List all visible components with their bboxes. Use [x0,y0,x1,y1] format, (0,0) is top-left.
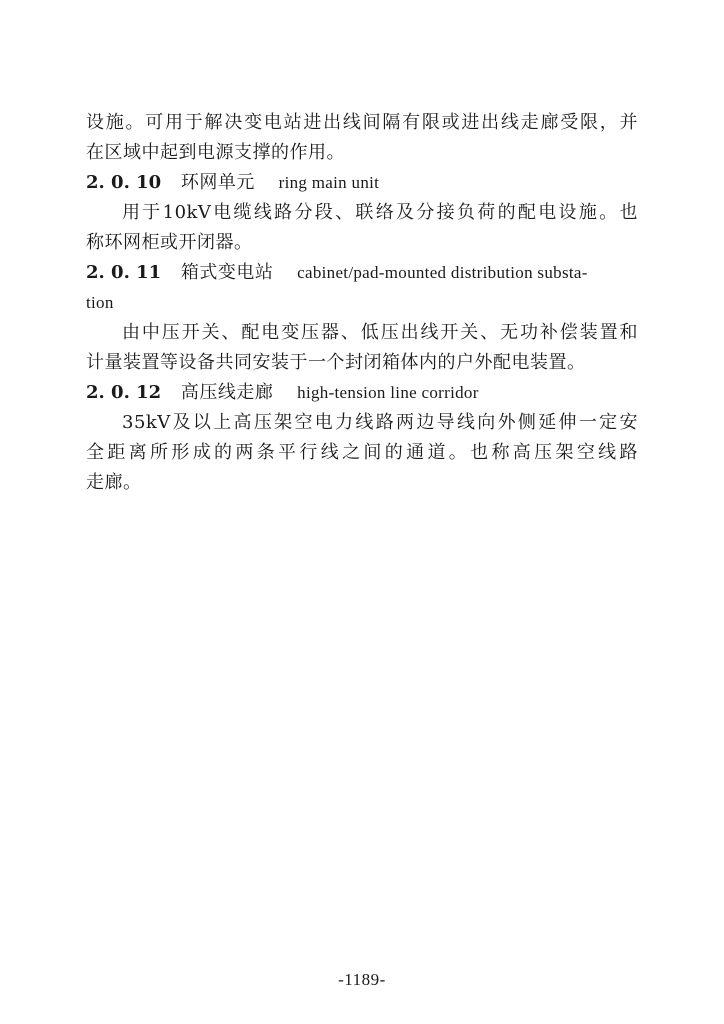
term-number: 2. 0. 11 [86,262,162,283]
page-content [86,108,638,498]
term-name-en: high-tension line corridor [297,383,479,402]
term-definition-line: 由中压开关、配电变压器、低压出线开关、无功补偿装置和 [122,322,638,343]
term-definition-line: 35kV及以上高压架空电力线路两边导线向外侧延伸一定安 [122,412,638,433]
page-number: -1189- [338,970,386,989]
term-name-en: cabinet/pad-mounted distribution substa- [297,263,588,282]
term-heading-2-0-12 [86,378,638,408]
term-number: 2. 0. 12 [86,382,162,403]
term-heading-2-0-10 [86,168,638,198]
term-name-cn: 高压线走廊 [180,382,274,403]
term-name-cn: 环网单元 [180,172,255,193]
term-definition-line: 走廊。 [86,472,142,493]
term-definition-line: 称环网柜或开闭器。 [86,232,253,253]
term-name-cn: 箱式变电站 [180,262,274,283]
term-name-en: ring main unit [278,173,380,192]
term-heading-2-0-11 [86,258,638,288]
term-definition-line: 计量装置等设备共同安装于一个封闭箱体内的户外配电装置。 [86,352,586,373]
term-definition-line: 用于10kV电缆线路分段、联络及分接负荷的配电设施。也 [122,202,638,223]
term-heading-continuation [86,288,638,318]
term-definition-line: 全距离所形成的两条平行线之间的通道。也称高压架空线路 [86,442,638,463]
continuation-line: 设施。可用于解决变电站进出线间隔有限或进出线走廊受限，并 [86,112,638,133]
term-name-en-cont: tion [86,293,114,312]
term-number: 2. 0. 10 [86,172,162,193]
continuation-line: 在区域中起到电源支撑的作用。 [86,142,345,163]
